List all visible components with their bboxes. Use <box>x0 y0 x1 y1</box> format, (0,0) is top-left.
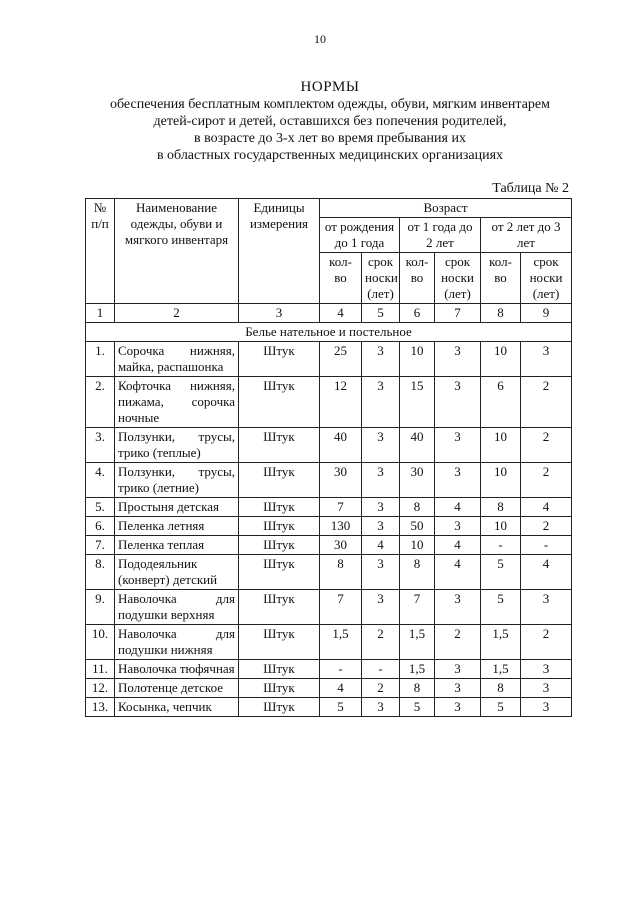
item-name: Пододеяльник (конверт) детский <box>115 555 239 590</box>
quantity-cell: 8 <box>400 679 435 698</box>
quantity-cell: 12 <box>320 377 362 428</box>
term-cell: 2 <box>521 428 572 463</box>
table-row <box>86 342 572 377</box>
subtitle-line: обеспечения бесплатным комплектом одежды, обуви, мягким инвентарем <box>109 97 550 112</box>
header-term: срок носки (лет) <box>362 253 400 304</box>
term-cell: 3 <box>521 679 572 698</box>
column-number: 6 <box>400 304 435 323</box>
term-cell: 2 <box>362 625 400 660</box>
item-unit: Штук <box>239 377 320 428</box>
table-row <box>86 590 572 625</box>
term-cell: 3 <box>362 463 400 498</box>
quantity-cell: 10 <box>481 342 521 377</box>
term-cell: 3 <box>435 428 481 463</box>
table-row <box>86 463 572 498</box>
term-cell: - <box>521 536 572 555</box>
subtitle-line: в областных государственных медицинских организациях <box>156 148 504 163</box>
item-name: Пеленка теплая <box>115 536 239 555</box>
term-cell: 2 <box>521 377 572 428</box>
row-number: 5. <box>86 498 115 517</box>
quantity-cell: 1,5 <box>400 625 435 660</box>
term-cell: 4 <box>521 555 572 590</box>
term-cell: 3 <box>362 377 400 428</box>
row-number: 10. <box>86 625 115 660</box>
item-unit: Штук <box>239 428 320 463</box>
term-cell: 3 <box>521 660 572 679</box>
table-row <box>86 498 572 517</box>
row-number: 6. <box>86 517 115 536</box>
quantity-cell: 6 <box>481 377 521 428</box>
quantity-cell: 30 <box>400 463 435 498</box>
table-row <box>86 536 572 555</box>
term-cell: 3 <box>362 498 400 517</box>
term-cell: 3 <box>435 590 481 625</box>
header-age: Возраст <box>320 199 572 218</box>
table-row <box>86 555 572 590</box>
item-name: Простыня детская <box>115 498 239 517</box>
quantity-cell: 4 <box>320 679 362 698</box>
item-name: Наволочка для подушки нижняя <box>115 625 239 660</box>
row-number: 11. <box>86 660 115 679</box>
row-number: 1. <box>86 342 115 377</box>
quantity-cell: 8 <box>400 555 435 590</box>
subtitle-line: детей-сирот и детей, оставшихся без попечения родителей, <box>153 114 507 129</box>
item-name: Кофточка нижняя, пижама, сорочка ночные <box>115 377 239 428</box>
item-unit: Штук <box>239 679 320 698</box>
section-title: Белье нательное и постельное <box>86 323 572 342</box>
quantity-cell: 5 <box>481 590 521 625</box>
quantity-cell: 1,5 <box>320 625 362 660</box>
quantity-cell: 40 <box>320 428 362 463</box>
header-num: № п/п <box>86 199 115 304</box>
quantity-cell: - <box>320 660 362 679</box>
item-name: Сорочка нижняя, майка, распашонка <box>115 342 239 377</box>
header-term: срок носки (лет) <box>521 253 572 304</box>
column-number: 1 <box>86 304 115 323</box>
term-cell: 3 <box>435 679 481 698</box>
table-label: Таблица № 2 <box>492 181 569 196</box>
quantity-cell: 5 <box>400 698 435 717</box>
document-title-block <box>60 79 600 164</box>
column-number: 9 <box>521 304 572 323</box>
item-unit: Штук <box>239 555 320 590</box>
quantity-cell: - <box>481 536 521 555</box>
item-name: Косынка, чепчик <box>115 698 239 717</box>
term-cell: 2 <box>521 463 572 498</box>
norms-table <box>85 198 572 717</box>
row-number: 9. <box>86 590 115 625</box>
header-item-name: Наименование одежды, обуви и мягкого инвентаря <box>115 199 239 304</box>
quantity-cell: 5 <box>481 555 521 590</box>
table-row <box>86 517 572 536</box>
header-qty: кол-во <box>481 253 521 304</box>
row-number: 7. <box>86 536 115 555</box>
term-cell: 3 <box>435 342 481 377</box>
term-cell: 3 <box>362 698 400 717</box>
item-unit: Штук <box>239 660 320 679</box>
header-age-group: от 2 лет до 3 лет <box>481 218 572 253</box>
quantity-cell: 10 <box>481 517 521 536</box>
item-unit: Штук <box>239 536 320 555</box>
column-number: 8 <box>481 304 521 323</box>
term-cell: 4 <box>435 498 481 517</box>
quantity-cell: 10 <box>481 428 521 463</box>
term-cell: 3 <box>362 590 400 625</box>
row-number: 13. <box>86 698 115 717</box>
column-number: 4 <box>320 304 362 323</box>
item-name: Полотенце детское <box>115 679 239 698</box>
header-term: срок носки (лет) <box>435 253 481 304</box>
section-row <box>86 323 572 342</box>
quantity-cell: 1,5 <box>481 660 521 679</box>
table-row <box>86 428 572 463</box>
term-cell: 3 <box>521 698 572 717</box>
quantity-cell: 15 <box>400 377 435 428</box>
term-cell: 2 <box>362 679 400 698</box>
item-name: Пеленка летняя <box>115 517 239 536</box>
header-unit: Единицы измерения <box>239 199 320 304</box>
item-name: Ползунки, трусы, трико (теплые) <box>115 428 239 463</box>
header-qty: кол-во <box>400 253 435 304</box>
header-qty: кол-во <box>320 253 362 304</box>
term-cell: 2 <box>521 517 572 536</box>
term-cell: 3 <box>521 342 572 377</box>
term-cell: 3 <box>435 660 481 679</box>
table-row <box>86 679 572 698</box>
term-cell: 3 <box>362 428 400 463</box>
table-row <box>86 625 572 660</box>
term-cell: 3 <box>362 517 400 536</box>
quantity-cell: 8 <box>400 498 435 517</box>
header-age-group: от 1 года до 2 лет <box>400 218 481 253</box>
row-number: 12. <box>86 679 115 698</box>
column-number: 3 <box>239 304 320 323</box>
quantity-cell: 30 <box>320 536 362 555</box>
term-cell: - <box>362 660 400 679</box>
column-number: 7 <box>435 304 481 323</box>
item-unit: Штук <box>239 517 320 536</box>
term-cell: 3 <box>435 517 481 536</box>
term-cell: 4 <box>521 498 572 517</box>
term-cell: 3 <box>435 463 481 498</box>
quantity-cell: 10 <box>481 463 521 498</box>
item-unit: Штук <box>239 498 320 517</box>
page-number: 10 <box>314 32 326 46</box>
term-cell: 3 <box>362 555 400 590</box>
term-cell: 2 <box>521 625 572 660</box>
table-row <box>86 660 572 679</box>
item-unit: Штук <box>239 590 320 625</box>
quantity-cell: 7 <box>320 498 362 517</box>
quantity-cell: 40 <box>400 428 435 463</box>
item-name: Наволочка тюфячная <box>115 660 239 679</box>
item-name: Ползунки, трусы, трико (летние) <box>115 463 239 498</box>
quantity-cell: 5 <box>481 698 521 717</box>
row-number: 4. <box>86 463 115 498</box>
term-cell: 4 <box>362 536 400 555</box>
item-unit: Штук <box>239 698 320 717</box>
row-number: 2. <box>86 377 115 428</box>
term-cell: 3 <box>435 377 481 428</box>
term-cell: 3 <box>435 698 481 717</box>
header-age-group: от рождения до 1 года <box>320 218 400 253</box>
column-number-row <box>86 304 572 323</box>
quantity-cell: 50 <box>400 517 435 536</box>
term-cell: 2 <box>435 625 481 660</box>
quantity-cell: 7 <box>320 590 362 625</box>
item-unit: Штук <box>239 463 320 498</box>
row-number: 8. <box>86 555 115 590</box>
item-unit: Штук <box>239 625 320 660</box>
quantity-cell: 8 <box>320 555 362 590</box>
subtitle-line: в возрасте до 3-х лет во время пребывания их <box>194 131 466 146</box>
term-cell: 4 <box>435 536 481 555</box>
quantity-cell: 8 <box>481 498 521 517</box>
document-title: НОРМЫ <box>300 79 360 95</box>
quantity-cell: 10 <box>400 536 435 555</box>
table-row <box>86 377 572 428</box>
term-cell: 3 <box>521 590 572 625</box>
quantity-cell: 1,5 <box>481 625 521 660</box>
quantity-cell: 130 <box>320 517 362 536</box>
quantity-cell: 5 <box>320 698 362 717</box>
item-name: Наволочка для подушки верхняя <box>115 590 239 625</box>
quantity-cell: 1,5 <box>400 660 435 679</box>
quantity-cell: 10 <box>400 342 435 377</box>
table-row <box>86 698 572 717</box>
column-number: 2 <box>115 304 239 323</box>
quantity-cell: 30 <box>320 463 362 498</box>
term-cell: 3 <box>362 342 400 377</box>
quantity-cell: 8 <box>481 679 521 698</box>
term-cell: 4 <box>435 555 481 590</box>
item-unit: Штук <box>239 342 320 377</box>
column-number: 5 <box>362 304 400 323</box>
quantity-cell: 25 <box>320 342 362 377</box>
row-number: 3. <box>86 428 115 463</box>
quantity-cell: 7 <box>400 590 435 625</box>
